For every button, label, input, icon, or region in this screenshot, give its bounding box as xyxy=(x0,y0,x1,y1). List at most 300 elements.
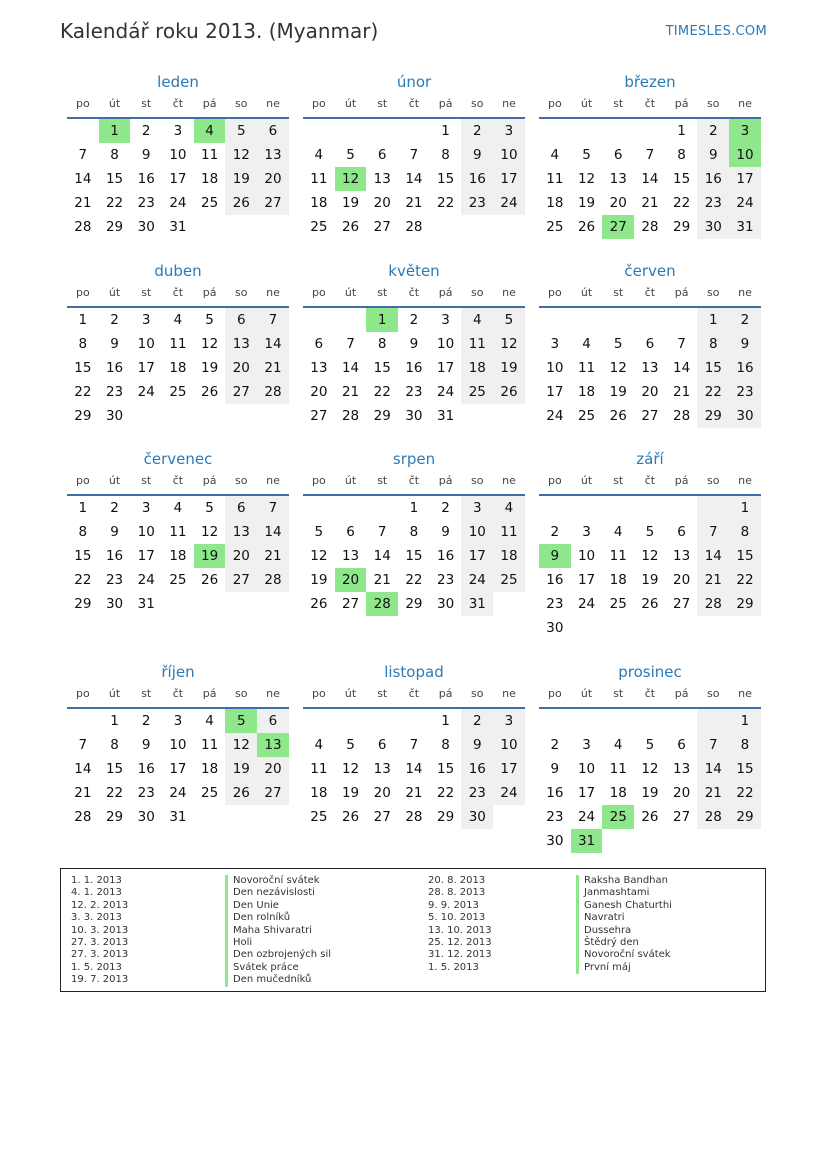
day-cell: 18 xyxy=(546,195,564,211)
day-cell: 27 xyxy=(602,215,634,239)
day-cell: 25 xyxy=(310,219,328,235)
day-cell: 1 xyxy=(78,500,88,516)
day-cell: 8 xyxy=(441,737,450,753)
month-name: září xyxy=(636,450,664,468)
week-row xyxy=(303,215,525,239)
day-cell: 12 xyxy=(335,167,367,191)
day-cell: 19 xyxy=(310,572,328,588)
day-cell: 31 xyxy=(169,219,187,235)
day-cell: 2 xyxy=(461,709,493,733)
day-cell: 19 xyxy=(341,195,360,211)
day-cell: 7 xyxy=(78,737,88,753)
holiday-dates-col-1 xyxy=(71,875,128,987)
weekday-label: čt xyxy=(408,97,420,110)
empty-day-cell xyxy=(571,308,603,332)
empty-day-cell xyxy=(602,709,634,733)
week-row xyxy=(539,356,761,380)
empty-day-cell xyxy=(539,709,571,733)
week-row xyxy=(303,308,525,332)
empty-day-cell xyxy=(666,829,698,853)
day-cell: 25 xyxy=(493,568,525,592)
day-cell: 25 xyxy=(461,380,493,404)
week-row xyxy=(539,143,761,167)
day-cell: 5 xyxy=(205,500,214,516)
day-cell: 21 xyxy=(697,568,729,592)
page-title: Kalendář roku 2013. (Myanmar) xyxy=(60,19,379,43)
day-cell: 1 xyxy=(366,308,398,332)
day-cell: 20 xyxy=(257,167,289,191)
month-červen xyxy=(539,261,761,428)
day-cell: 3 xyxy=(141,500,151,516)
day-cell: 18 xyxy=(493,544,525,568)
day-cell: 30 xyxy=(729,404,761,428)
empty-day-cell xyxy=(303,496,335,520)
empty-day-cell xyxy=(666,496,698,520)
day-cell: 22 xyxy=(74,384,92,400)
week-row xyxy=(539,592,761,616)
weekday-label: ne xyxy=(266,286,280,299)
weekday-label: ne xyxy=(738,97,752,110)
weekday-label: čt xyxy=(172,97,184,110)
empty-day-cell xyxy=(571,119,603,143)
week-row xyxy=(539,757,761,781)
holiday-date: 10. 3. 2013 xyxy=(71,924,129,936)
empty-day-cell xyxy=(493,592,525,616)
day-cell: 10 xyxy=(169,147,187,163)
holiday-date: 3. 3. 2013 xyxy=(71,912,122,924)
day-cell: 9 xyxy=(110,524,119,540)
empty-day-cell xyxy=(398,119,430,143)
weekday-label: ne xyxy=(266,97,280,110)
day-cell: 10 xyxy=(493,143,525,167)
day-cell: 17 xyxy=(577,572,596,588)
empty-day-cell xyxy=(335,308,367,332)
weekday-label: čt xyxy=(644,97,656,110)
day-cell: 6 xyxy=(225,496,257,520)
day-cell: 4 xyxy=(194,119,226,143)
week-row xyxy=(539,781,761,805)
weekday-label: pá xyxy=(202,286,217,299)
day-cell: 6 xyxy=(677,737,686,753)
weekday-label: so xyxy=(707,97,720,110)
weekday-label: ne xyxy=(502,286,516,299)
day-cell: 21 xyxy=(405,785,423,801)
empty-day-cell xyxy=(602,119,634,143)
weekday-label: so xyxy=(235,97,248,110)
day-cell: 22 xyxy=(105,785,124,801)
day-cell: 31 xyxy=(461,592,493,616)
week-row xyxy=(539,568,761,592)
week-row xyxy=(303,781,525,805)
empty-day-cell xyxy=(194,592,226,616)
week-row xyxy=(67,380,289,404)
week-row xyxy=(67,757,289,781)
day-cell: 19 xyxy=(609,384,627,400)
day-cell: 13 xyxy=(373,761,391,777)
week-row xyxy=(539,709,761,733)
day-cell: 11 xyxy=(461,332,493,356)
weekday-label: út xyxy=(344,474,357,487)
weekday-label: pá xyxy=(202,474,217,487)
day-cell: 22 xyxy=(729,781,761,805)
day-cell: 29 xyxy=(105,219,124,235)
day-cell: 18 xyxy=(310,195,328,211)
day-cell: 19 xyxy=(577,195,596,211)
day-cell: 28 xyxy=(697,592,729,616)
weekday-label: st xyxy=(141,687,152,700)
weekday-header xyxy=(303,95,525,119)
day-cell: 12 xyxy=(201,336,219,352)
day-cell: 3 xyxy=(493,709,525,733)
day-cell: 15 xyxy=(105,761,124,777)
day-cell: 3 xyxy=(582,524,591,540)
day-cell: 19 xyxy=(201,360,219,376)
day-cell: 17 xyxy=(729,167,761,191)
day-cell: 3 xyxy=(493,119,525,143)
day-cell: 12 xyxy=(641,761,659,777)
weekday-label: pá xyxy=(202,687,217,700)
empty-day-cell xyxy=(225,592,257,616)
day-cell: 6 xyxy=(346,524,355,540)
day-cell: 22 xyxy=(437,195,455,211)
day-cell: 29 xyxy=(74,596,92,612)
day-cell: 7 xyxy=(697,520,729,544)
weekday-label: st xyxy=(613,474,624,487)
day-cell: 4 xyxy=(173,500,183,516)
day-cell: 9 xyxy=(110,336,119,352)
day-cell: 4 xyxy=(582,336,591,352)
day-cell: 6 xyxy=(613,147,623,163)
day-cell: 10 xyxy=(137,524,155,540)
weekday-label: út xyxy=(344,286,357,299)
day-cell: 9 xyxy=(461,733,493,757)
day-cell: 28 xyxy=(366,592,398,616)
empty-day-cell xyxy=(634,119,666,143)
day-cell: 26 xyxy=(641,596,659,612)
day-cell: 6 xyxy=(645,336,655,352)
day-cell: 21 xyxy=(257,356,289,380)
week-row xyxy=(67,733,289,757)
weekday-header xyxy=(539,472,761,496)
day-cell: 1 xyxy=(677,123,686,139)
day-cell: 30 xyxy=(405,408,423,424)
month-name: listopad xyxy=(384,663,444,681)
weekday-label: po xyxy=(75,286,90,299)
day-cell: 3 xyxy=(461,496,493,520)
month-name: říjen xyxy=(161,663,195,681)
holiday-date: 1. 5. 2013 xyxy=(71,961,122,973)
weekday-label: čt xyxy=(172,474,184,487)
empty-day-cell xyxy=(729,829,761,853)
day-cell: 26 xyxy=(341,219,360,235)
week-row xyxy=(303,520,525,544)
day-cell: 18 xyxy=(461,356,493,380)
day-cell: 8 xyxy=(110,147,119,163)
day-cell: 14 xyxy=(641,171,659,187)
month-name: květen xyxy=(388,262,440,280)
day-cell: 15 xyxy=(405,548,423,564)
day-cell: 23 xyxy=(437,572,455,588)
day-cell: 28 xyxy=(257,568,289,592)
holiday-date: 9. 9. 2013 xyxy=(428,899,479,911)
day-cell: 29 xyxy=(729,805,761,829)
day-cell: 31 xyxy=(571,829,603,853)
holiday-name: Ganesh Chaturthi xyxy=(576,900,672,912)
day-cell: 12 xyxy=(225,733,257,757)
day-cell: 18 xyxy=(169,360,187,376)
day-cell: 8 xyxy=(78,336,88,352)
empty-day-cell xyxy=(602,308,634,332)
day-cell: 1 xyxy=(697,308,729,332)
weekday-label: ne xyxy=(502,97,516,110)
day-cell: 2 xyxy=(550,737,560,753)
empty-day-cell xyxy=(303,119,335,143)
holiday-date: 13. 10. 2013 xyxy=(428,924,492,936)
day-cell: 16 xyxy=(105,360,124,376)
holiday-name: Novoroční svátek xyxy=(225,875,331,887)
week-row xyxy=(67,709,289,733)
week-row xyxy=(67,496,289,520)
holiday-name: Štědrý den xyxy=(576,937,672,949)
empty-day-cell xyxy=(67,119,99,143)
weekday-label: st xyxy=(613,97,624,110)
day-cell: 21 xyxy=(673,384,691,400)
day-cell: 13 xyxy=(257,143,289,167)
day-cell: 29 xyxy=(74,408,92,424)
empty-day-cell xyxy=(697,616,729,640)
weekday-label: út xyxy=(580,687,593,700)
day-cell: 17 xyxy=(437,360,455,376)
day-cell: 15 xyxy=(373,360,391,376)
day-cell: 4 xyxy=(173,312,183,328)
month-březen xyxy=(539,72,761,239)
day-cell: 21 xyxy=(74,785,92,801)
day-cell: 17 xyxy=(461,544,493,568)
holiday-date: 5. 10. 2013 xyxy=(428,912,486,924)
day-cell: 31 xyxy=(437,408,455,424)
weekday-label: pá xyxy=(674,687,689,700)
day-cell: 6 xyxy=(377,147,387,163)
day-cell: 22 xyxy=(697,380,729,404)
weekday-header xyxy=(539,95,761,119)
day-cell: 16 xyxy=(437,548,455,564)
empty-day-cell xyxy=(697,709,729,733)
holiday-date: 1. 1. 2013 xyxy=(71,875,122,886)
day-cell: 27 xyxy=(641,408,659,424)
day-cell: 26 xyxy=(609,408,627,424)
day-cell: 26 xyxy=(201,572,219,588)
weekday-label: čt xyxy=(408,286,420,299)
day-cell: 27 xyxy=(257,781,289,805)
weekday-header xyxy=(539,685,761,709)
week-row xyxy=(539,308,761,332)
day-cell: 18 xyxy=(201,761,219,777)
day-cell: 18 xyxy=(201,171,219,187)
weekday-label: út xyxy=(108,286,121,299)
week-row xyxy=(539,332,761,356)
empty-day-cell xyxy=(303,709,335,733)
empty-day-cell xyxy=(130,404,162,428)
empty-day-cell xyxy=(634,308,666,332)
holiday-name: Raksha Bandhan xyxy=(576,875,672,887)
weekday-label: pá xyxy=(202,97,217,110)
day-cell: 3 xyxy=(141,312,151,328)
day-cell: 28 xyxy=(257,380,289,404)
day-cell: 21 xyxy=(405,195,423,211)
day-cell: 14 xyxy=(405,761,423,777)
day-cell: 26 xyxy=(577,219,596,235)
day-cell: 13 xyxy=(673,548,691,564)
empty-day-cell xyxy=(539,496,571,520)
weekday-label: po xyxy=(547,687,562,700)
day-cell: 8 xyxy=(78,524,88,540)
holiday-date: 27. 3. 2013 xyxy=(71,937,129,949)
day-cell: 1 xyxy=(729,496,761,520)
day-cell: 6 xyxy=(377,737,387,753)
day-cell: 9 xyxy=(141,147,151,163)
day-cell: 13 xyxy=(673,761,691,777)
day-cell: 21 xyxy=(74,195,92,211)
day-cell: 22 xyxy=(105,195,124,211)
week-row xyxy=(67,805,289,829)
weekday-header xyxy=(67,472,289,496)
day-cell: 16 xyxy=(137,171,155,187)
empty-day-cell xyxy=(493,805,525,829)
weekday-label: út xyxy=(344,687,357,700)
week-row xyxy=(67,215,289,239)
weekday-label: čt xyxy=(172,286,184,299)
day-cell: 29 xyxy=(373,408,391,424)
empty-day-cell xyxy=(666,709,698,733)
day-cell: 22 xyxy=(405,572,423,588)
day-cell: 10 xyxy=(137,336,155,352)
week-row xyxy=(303,119,525,143)
day-cell: 7 xyxy=(346,336,355,352)
day-cell: 30 xyxy=(137,809,155,825)
day-cell: 24 xyxy=(729,191,761,215)
weekday-label: st xyxy=(377,687,388,700)
empty-day-cell xyxy=(493,404,525,428)
day-cell: 11 xyxy=(310,761,328,777)
week-row xyxy=(303,496,525,520)
day-cell: 13 xyxy=(609,171,627,187)
week-row xyxy=(303,332,525,356)
day-cell: 7 xyxy=(257,308,289,332)
day-cell: 4 xyxy=(205,713,214,729)
empty-day-cell xyxy=(461,404,493,428)
empty-day-cell xyxy=(225,805,257,829)
day-cell: 30 xyxy=(105,596,124,612)
day-cell: 2 xyxy=(550,524,560,540)
day-cell: 12 xyxy=(641,548,659,564)
day-cell: 23 xyxy=(405,384,423,400)
day-cell: 23 xyxy=(105,572,124,588)
day-cell: 10 xyxy=(493,733,525,757)
month-name: duben xyxy=(154,262,202,280)
day-cell: 26 xyxy=(641,809,659,825)
day-cell: 24 xyxy=(493,191,525,215)
day-cell: 25 xyxy=(602,805,634,829)
month-srpen xyxy=(303,449,525,616)
day-cell: 11 xyxy=(546,171,564,187)
day-cell: 14 xyxy=(673,360,691,376)
day-cell: 14 xyxy=(697,544,729,568)
day-cell: 22 xyxy=(437,785,455,801)
day-cell: 9 xyxy=(539,544,571,568)
week-row xyxy=(539,380,761,404)
weekday-label: so xyxy=(235,286,248,299)
day-cell: 23 xyxy=(105,384,124,400)
day-cell: 13 xyxy=(341,548,360,564)
day-cell: 14 xyxy=(405,171,423,187)
day-cell: 1 xyxy=(729,709,761,733)
day-cell: 3 xyxy=(173,123,183,139)
holiday-list xyxy=(60,868,766,992)
week-row xyxy=(539,544,761,568)
month-listopad xyxy=(303,662,525,829)
empty-day-cell xyxy=(571,496,603,520)
day-cell: 24 xyxy=(493,781,525,805)
empty-day-cell xyxy=(366,709,398,733)
day-cell: 11 xyxy=(609,548,627,564)
week-row xyxy=(539,829,761,853)
day-cell: 2 xyxy=(141,713,151,729)
holiday-date: 1. 5. 2013 xyxy=(428,961,479,973)
day-cell: 7 xyxy=(377,524,387,540)
day-cell: 19 xyxy=(641,785,659,801)
day-cell: 24 xyxy=(546,408,564,424)
day-cell: 11 xyxy=(310,171,328,187)
day-cell: 24 xyxy=(169,195,187,211)
day-cell: 20 xyxy=(310,384,328,400)
holiday-name: Svátek práce xyxy=(225,962,331,974)
weekday-label: út xyxy=(344,97,357,110)
day-cell: 2 xyxy=(409,312,419,328)
weekday-label: po xyxy=(75,474,90,487)
day-cell: 22 xyxy=(673,195,691,211)
day-cell: 13 xyxy=(310,360,328,376)
day-cell: 25 xyxy=(546,219,564,235)
weekday-label: so xyxy=(707,687,720,700)
day-cell: 7 xyxy=(409,737,419,753)
month-name: leden xyxy=(157,73,199,91)
day-cell: 27 xyxy=(225,568,257,592)
day-cell: 16 xyxy=(405,360,423,376)
day-cell: 30 xyxy=(437,596,455,612)
empty-day-cell xyxy=(335,496,367,520)
day-cell: 20 xyxy=(673,572,691,588)
day-cell: 16 xyxy=(546,572,564,588)
weekday-label: pá xyxy=(438,474,453,487)
day-cell: 14 xyxy=(74,171,92,187)
empty-day-cell xyxy=(303,308,335,332)
weekday-header xyxy=(303,472,525,496)
day-cell: 27 xyxy=(373,809,391,825)
week-row xyxy=(303,404,525,428)
day-cell: 27 xyxy=(225,380,257,404)
day-cell: 12 xyxy=(493,332,525,356)
day-cell: 29 xyxy=(673,219,691,235)
day-cell: 4 xyxy=(550,147,560,163)
day-cell: 24 xyxy=(437,384,455,400)
day-cell: 20 xyxy=(257,757,289,781)
week-row xyxy=(539,191,761,215)
day-cell: 10 xyxy=(577,548,596,564)
empty-day-cell xyxy=(257,805,289,829)
day-cell: 20 xyxy=(373,785,391,801)
day-cell: 19 xyxy=(493,356,525,380)
site-logo[interactable]: TIMESLES.COM xyxy=(665,24,767,39)
